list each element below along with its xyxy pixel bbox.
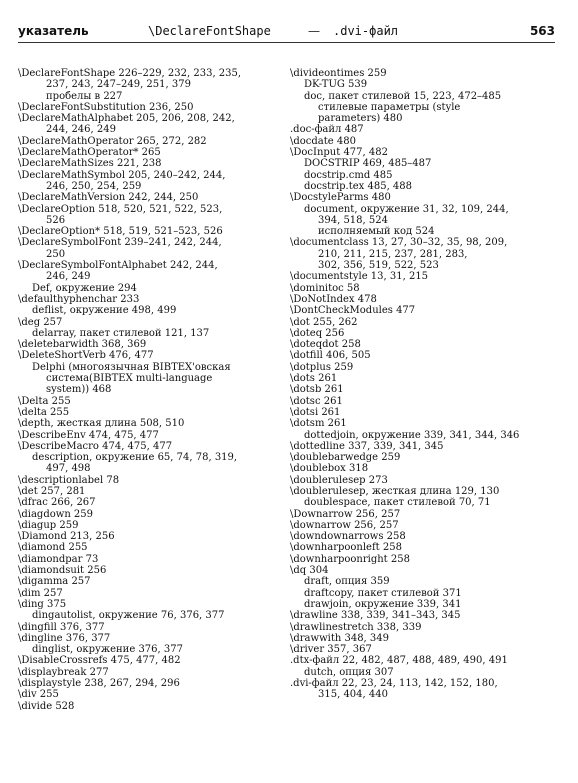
index-entry: \diamondsuit 256 xyxy=(18,565,107,577)
index-entry: \DeclareMathSymbol 205, 240–242, 244, xyxy=(18,169,226,181)
index-entry: 394, 518, 524 xyxy=(318,214,388,226)
index-entry: deflist, окружение 498, 499 xyxy=(32,305,177,317)
index-entry: \DeclareMathOperator* 265 xyxy=(18,147,161,159)
index-entry: Delphi (многоязычная BIBTEX'овская xyxy=(32,361,231,373)
index-entry: \delta 255 xyxy=(18,406,70,418)
header-last-entry: .dvi-файл xyxy=(333,24,399,38)
index-entry: 302, 356, 519, 522, 523 xyxy=(318,260,439,272)
index-entry: \DeclareSymbolFontAlphabet 242, 244, xyxy=(18,260,218,272)
index-entry: \DeclareMathVersion 242, 244, 250 xyxy=(18,192,199,204)
index-entry: \doteqdot 258 xyxy=(290,339,361,351)
index-entry: dinglist, окружение 376, 377 xyxy=(32,644,183,656)
index-entry: dutch, опция 307 xyxy=(304,666,394,678)
index-entry: draftcopy, пакет стилевой 371 xyxy=(304,587,462,599)
index-entry: 315, 404, 440 xyxy=(318,689,388,701)
index-entry: 210, 211, 215, 237, 281, 283, xyxy=(318,248,468,260)
index-entry: \dottedline 337, 339, 341, 345 xyxy=(290,440,444,452)
index-entry: \drawlinestretch 338, 339 xyxy=(290,621,422,633)
index-entry: \documentstyle 13, 31, 215 xyxy=(290,271,429,283)
index-entry: docstrip.cmd 485 xyxy=(304,169,393,181)
index-entry: \DocstyleParms 480 xyxy=(290,192,391,204)
index-entry: \DeclareMathAlphabet 205, 206, 208, 242, xyxy=(18,113,235,125)
index-entry: 244, 246, 249 xyxy=(46,124,116,136)
index-entry: система(BIBTEX multi-language xyxy=(46,373,213,385)
index-entry: \defaulthyphenchar 233 xyxy=(18,293,140,305)
index-entry: \dotfill 406, 505 xyxy=(290,350,371,362)
index-entry: Def, окружение 294 xyxy=(32,282,137,294)
index-entry: system)) 468 xyxy=(46,384,112,396)
index-entry: \doublebarwedge 259 xyxy=(290,452,401,464)
index-entry: \det 257, 281 xyxy=(18,485,86,497)
index-entry: \DeclareOption 518, 520, 521, 522, 523, xyxy=(18,203,223,215)
index-entry: \docdate 480 xyxy=(290,135,356,147)
index-entry: parameters) 480 xyxy=(318,113,403,125)
index-entry: \documentclass 13, 27, 30–32, 35, 98, 209, xyxy=(290,237,508,249)
index-entry: \downharpoonleft 258 xyxy=(290,542,402,554)
index-entry: DOCSTRIP 469, 485–487 xyxy=(304,158,432,170)
header-rule xyxy=(18,42,555,43)
index-entry: \digamma 257 xyxy=(18,576,91,588)
index-entry: DK-TUG 539 xyxy=(304,79,368,91)
index-entry: стилевые параметры (style xyxy=(318,101,461,113)
index-entry: \DescribeEnv 474, 475, 477 xyxy=(18,429,159,441)
index-entry: \downarrow 256, 257 xyxy=(290,519,399,531)
index-entry: .doc-файл 487 xyxy=(290,124,364,136)
index-entry: \dotplus 259 xyxy=(290,361,354,373)
index-entry: doc, пакет стилевой 15, 223, 472–485 xyxy=(304,90,502,102)
index-entry: 246, 249 xyxy=(46,271,91,283)
index-entry: 526 xyxy=(46,214,66,226)
index-entry: \DeclareMathOperator 265, 272, 282 xyxy=(18,135,207,147)
index-entry: \displaystyle 238, 267, 294, 296 xyxy=(18,678,180,690)
index-entry: \dots 261 xyxy=(290,373,338,385)
running-header xyxy=(18,24,555,42)
header-dash: — xyxy=(308,24,320,38)
index-entry: draft, опция 359 xyxy=(304,576,390,588)
index-entry: document, окружение 31, 32, 109, 244, xyxy=(304,203,509,215)
index-entry: \DoNotIndex 478 xyxy=(290,293,377,305)
index-entry: \dotsm 261 xyxy=(290,418,347,430)
index-entry: drawjoin, окружение 339, 341 xyxy=(304,598,462,610)
index-entry: \DontCheckModules 477 xyxy=(290,305,416,317)
index-entry: \downharpoonright 258 xyxy=(290,553,410,565)
index-entry: \dotsb 261 xyxy=(290,384,344,396)
index-entry: \DescribeMacro 474, 475, 477 xyxy=(18,440,173,452)
index-entry: \DocInput 477, 482 xyxy=(290,147,388,159)
index-entry: \deg 257 xyxy=(18,316,63,328)
index-entry: \depth, жесткая длина 508, 510 xyxy=(18,418,185,430)
header-first-entry: \DeclareFontShape xyxy=(148,24,271,38)
index-entry: \doublerulesep 273 xyxy=(290,474,388,486)
index-entry: \DeclareFontShape 226–229, 232, 233, 235, xyxy=(18,68,242,79)
index-entry: \DeleteShortVerb 476, 477 xyxy=(18,350,154,362)
index-entry: \diagup 259 xyxy=(18,519,79,531)
index-entry: \diagdown 259 xyxy=(18,508,94,520)
index-entry: 246, 250, 254, 259 xyxy=(46,180,142,192)
index-entry: \doteq 256 xyxy=(290,327,345,339)
index-entry: \driver 357, 367 xyxy=(290,644,372,656)
index-entry: \Downarrow 256, 257 xyxy=(290,508,401,520)
index-entry: delarray, пакет стилевой 121, 137 xyxy=(32,327,210,339)
index-entry: \div 255 xyxy=(18,689,59,701)
header-section-title: указатель xyxy=(18,24,89,38)
index-entry: \DeclareFontSubstitution 236, 250 xyxy=(18,101,194,113)
index-entry: \DisableCrossrefs 475, 477, 482 xyxy=(18,655,181,667)
index-entry: \dingline 376, 377 xyxy=(18,632,111,644)
index-entry: \Diamond 213, 256 xyxy=(18,531,115,543)
index-entry: dingautolist, окружение 76, 376, 377 xyxy=(32,610,225,622)
index-entry: \divide 528 xyxy=(18,700,75,712)
index-entry: исполняемый код 524 xyxy=(318,226,435,238)
index-entry: \DeclareMathSizes 221, 238 xyxy=(18,158,162,170)
index-entry: \descriptionlabel 78 xyxy=(18,474,120,486)
index-entry: \drawwith 348, 349 xyxy=(290,632,389,644)
index-entry: \doublebox 318 xyxy=(290,463,369,475)
index-column-left xyxy=(18,68,280,712)
index-entry: .dvi-файл 22, 23, 24, 113, 142, 152, 180, xyxy=(290,678,498,690)
index-entry: \dominitoc 58 xyxy=(290,282,360,294)
index-entry: \dot 255, 262 xyxy=(290,316,358,328)
index-entry: \diamondpar 73 xyxy=(18,553,99,565)
index-column-right xyxy=(290,68,552,701)
index-entry: \ding 375 xyxy=(18,598,67,610)
index-entry: \doublerulesep, жесткая длина 129, 130 xyxy=(290,485,500,497)
index-entry: 237, 243, 247–249, 251, 379 xyxy=(46,79,191,91)
index-entry: \dim 257 xyxy=(18,587,63,599)
index-entry: \drawline 338, 339, 341–343, 345 xyxy=(290,610,461,622)
index-entry: пробелы в 227 xyxy=(46,90,123,102)
index-entry: \DeclareSymbolFont 239–241, 242, 244, xyxy=(18,237,222,249)
index-entry: \dq 304 xyxy=(290,565,329,577)
index-entry: dottedjoin, окружение 339, 341, 344, 346 xyxy=(304,429,520,441)
index-entry: \diamond 255 xyxy=(18,542,88,554)
index-entry: \DeclareOption* 518, 519, 521–523, 526 xyxy=(18,226,223,238)
index-entry: \dfrac 266, 267 xyxy=(18,497,96,509)
index-entry: \downdownarrows 258 xyxy=(290,531,406,543)
index-entry: \displaybreak 277 xyxy=(18,666,109,678)
index-entry: \dotsi 261 xyxy=(290,406,341,418)
index-entry: \dotsc 261 xyxy=(290,395,343,407)
index-entry: 250 xyxy=(46,248,66,260)
index-entry: \divideontimes 259 xyxy=(290,68,387,79)
index-entry: docstrip.tex 485, 488 xyxy=(304,180,413,192)
index-entry: doublespace, пакет стилевой 70, 71 xyxy=(304,497,491,509)
index-entry: .dtx-файл 22, 482, 487, 488, 489, 490, 491 xyxy=(290,655,508,667)
index-entry: \dingfill 376, 377 xyxy=(18,621,105,633)
index-entry: \deletebarwidth 368, 369 xyxy=(18,339,147,351)
index-entry: \Delta 255 xyxy=(18,395,71,407)
page-number: 563 xyxy=(529,24,555,38)
index-entry: description, окружение 65, 74, 78, 319, xyxy=(32,452,238,464)
index-entry: 497, 498 xyxy=(46,463,91,475)
